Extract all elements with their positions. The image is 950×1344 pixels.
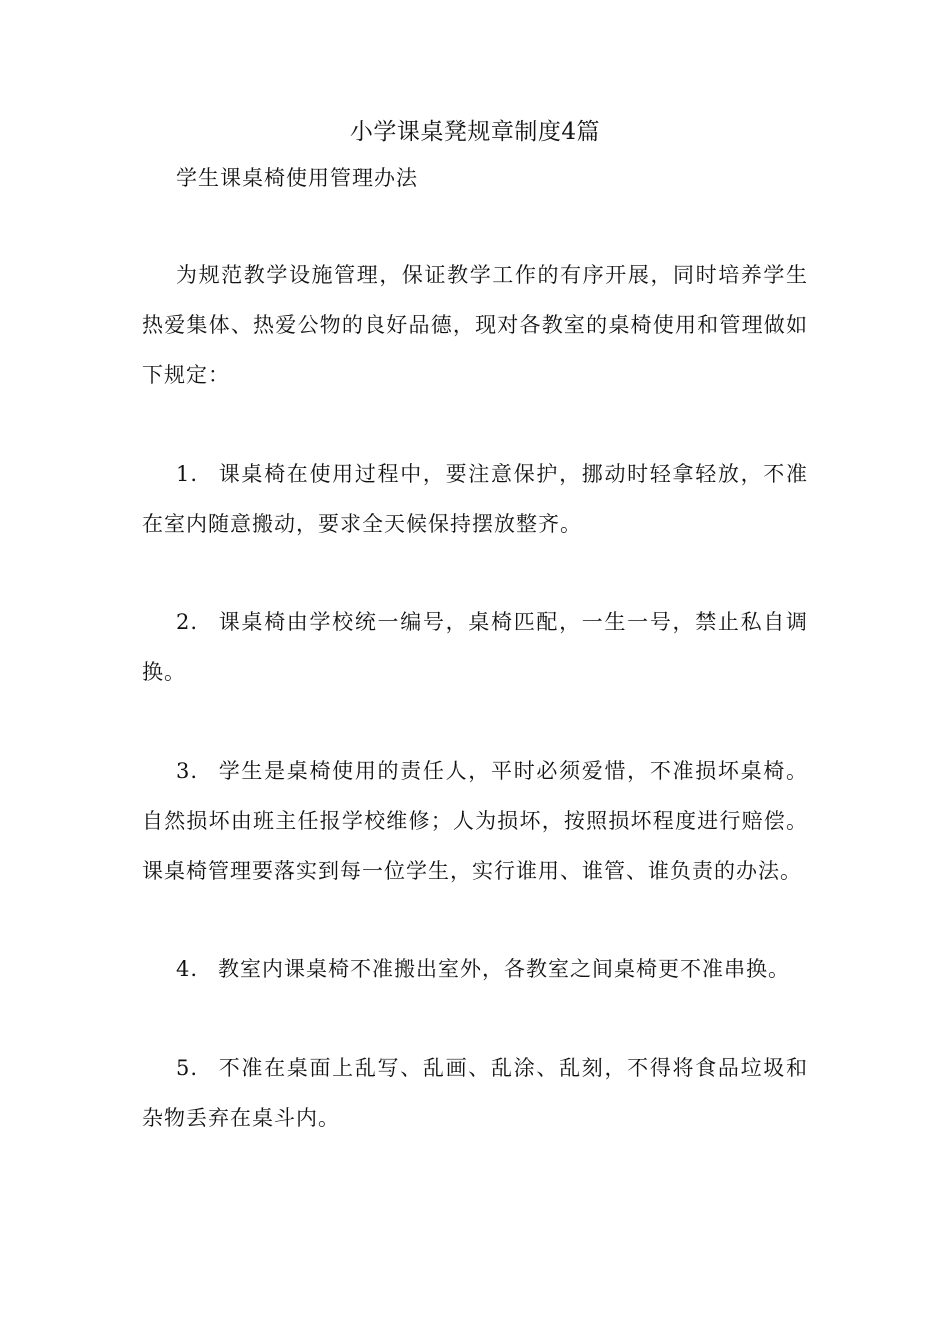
rule-item-3: [142, 746, 808, 896]
rule-number: 5.: [176, 1056, 199, 1080]
rule-text: 教室内课桌椅不准搬出室外，各教室之间桌椅更不准串换。: [218, 957, 790, 981]
document-title: 小学课桌凳规章制度4篇: [349, 119, 601, 145]
rule-text: 课桌椅在使用过程中，要注意保护，挪动时轻拿轻放，不准在室内随意搬动，要求全天候保持摆放整齐。: [142, 462, 808, 536]
intro-paragraph: 为规范教学设施管理，保证教学工作的有序开展，同时培养学生热爱集体、热爱公物的良好品德，现对各教室的桌椅使用和管理做如下规定：: [142, 263, 808, 387]
rule-text: 不准在桌面上乱写、乱画、乱涂、乱刻，不得将食品垃圾和杂物丢弃在桌斗内。: [142, 1056, 808, 1130]
rule-number: 2.: [176, 610, 199, 634]
document-subtitle: 学生课桌椅使用管理办法: [176, 166, 418, 190]
rule-item-5: [142, 1043, 808, 1143]
rule-number: 1.: [176, 462, 199, 486]
rule-item-2: [142, 597, 808, 697]
rule-item-1: [142, 449, 808, 549]
rule-number: 3.: [176, 759, 199, 783]
rule-text: 学生是桌椅使用的责任人，平时必须爱惜，不准损坏桌椅。自然损坏由班主任报学校维修；人为损坏，按照损坏程度进行赔偿。课桌椅管理要落实到每一位学生，实行谁用、谁管、谁负责的办法。: [142, 759, 808, 883]
rule-number: 4.: [176, 957, 199, 981]
rule-text: 课桌椅由学校统一编号，桌椅匹配，一生一号，禁止私自调换。: [142, 610, 808, 684]
rule-item-4: [142, 944, 808, 994]
